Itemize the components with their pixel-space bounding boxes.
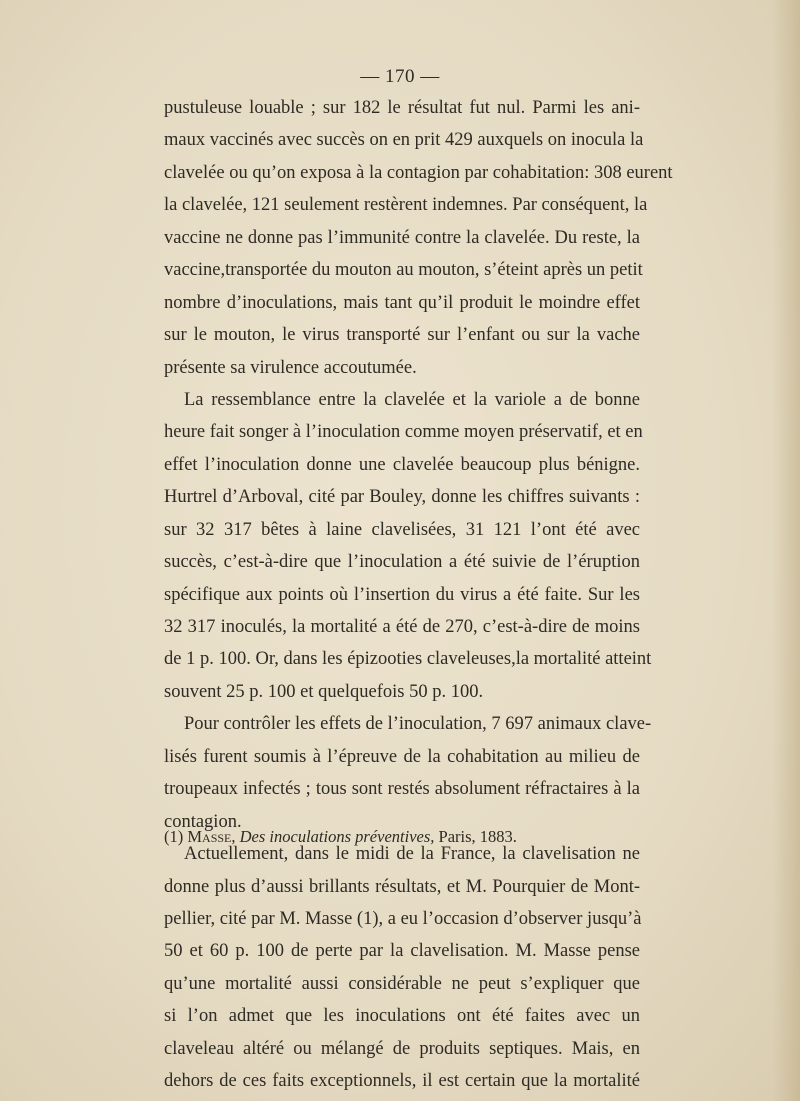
text-line: 32 317 inoculés, la mortalité a été de 270, c’est-à-dire de moins [164,617,640,637]
text-line: sur le mouton, le virus transporté sur l’enfant ou sur la vache [164,325,640,346]
text-line: pustuleuse louable ; sur 182 le résultat fut nul. Parmi les ani- [164,98,640,118]
text-line: présente sa virulence accoutumée. [164,357,417,378]
text-line: donne plus d’aussi brillants résultats, et M. Pourquier de Mont- [164,876,640,897]
text-line: clavelée ou qu’on exposa à la contagion par cohabitation: 308 eurent [164,162,673,183]
text-line: souvent 25 p. 100 et quelquefois 50 p. 100. [164,681,484,702]
text-line: lisés furent soumis à l’épreuve de la cohabitation au milieu de [164,746,640,767]
text-line: Actuellement, dans le midi de la France, la clavelisation ne [184,844,640,865]
page-edge-shadow [772,0,800,1101]
text-line: Hurtrel d’Arboval, cité par Bouley, donne les chiffres suivants : [164,487,640,508]
text-line: sur 32 317 bêtes à laine clavelisées, 31 121 l’ont été avec [164,519,640,540]
text-line: succès, c’est-à-dire que l’inoculation a été suivie de l’éruption [164,552,640,573]
text-line: La ressemblance entre la clavelée et la variole a de bonne [184,389,640,410]
text-line: pellier, cité par M. Masse (1), a eu l’occasion d’observer jusqu’à [164,908,642,929]
text-line: vaccine,transportée du mouton au mouton, s’éteint après un petit [164,260,643,281]
text-line: nombre d’inoculations, mais tant qu’il produit le moindre effet [164,292,640,313]
text-line: heure fait songer à l’inoculation comme moyen préservatif, et en [164,422,643,443]
text-line: qu’une mortalité aussi considérable ne peut s’expliquer que [164,973,640,994]
footnote [164,826,640,848]
text-line: effet l’inoculation donne une clavelée beaucoup plus bénigne. [164,454,640,475]
text-line: claveleau altéré ou mélangé de produits septiques. Mais, en [164,1038,640,1059]
footnote-author: Masse, [187,827,236,846]
text-line: de 1 p. 100. Or, dans les épizooties claveleuses,la mortalité atteint [164,649,652,670]
text-line: si l’on admet que les inoculations ont été faites avec un [164,1006,640,1027]
body-text [164,92,673,1098]
text-line: dehors de ces faits exceptionnels, il est certain que la mortalité [164,1071,640,1092]
footnote-work: Des inoculations préventives, [239,827,435,846]
text-line: spécifique aux points où l’insertion du virus a été faite. Sur les [164,584,640,605]
text-line: vaccine ne donne pas l’immunité contre la clavelée. Du reste, la [164,227,640,248]
page-number: — 170 — [360,66,440,87]
footnote-place-year: Paris, 1883. [438,827,517,846]
text-line: contagion. [164,811,242,832]
text-line: troupeaux infectés ; tous sont restés absolument réfractaires à la [164,779,640,800]
text-line: 50 et 60 p. 100 de perte par la clavelisation. M. Masse pense [164,941,640,962]
text-line: la clavelée, 121 seulement restèrent indemnes. Par conséquent, la [164,195,648,216]
text-line: maux vaccinés avec succès on en prit 429 auxquels on inocula la [164,130,644,151]
text-line: Pour contrôler les effets de l’inoculation, 7 697 animaux clave- [184,714,652,735]
footnote-marker: (1) [164,827,184,846]
